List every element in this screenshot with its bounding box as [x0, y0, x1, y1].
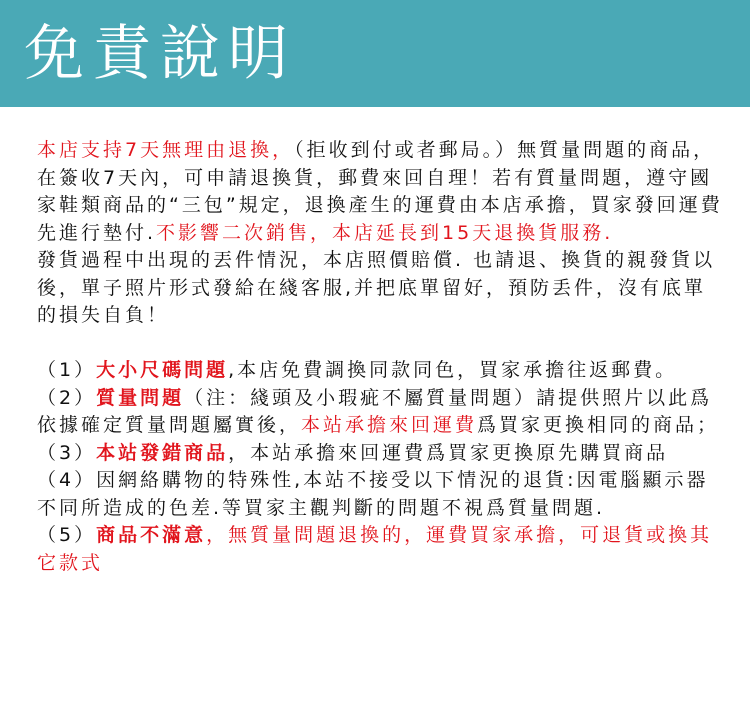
spacer	[37, 330, 727, 358]
item-title: 大小尺碼問題	[96, 359, 229, 381]
item-number: （5）	[37, 524, 97, 546]
item-highlight: ，無質量問題退換的，運費買家承擔，可退貨或換其它款式	[37, 524, 713, 574]
policy-item-3	[37, 440, 727, 468]
page-title: 免責說明	[24, 19, 296, 89]
item-title: 商品不滿意	[96, 524, 207, 546]
policy-item-1	[37, 357, 727, 385]
item-highlight: 本站承擔來回運費	[301, 414, 478, 436]
extended-return-highlight: 不影響二次銷售，本店延長到15天退換貨服務.	[156, 221, 614, 244]
policy-item-5	[37, 522, 727, 577]
intro-paragraph-1	[37, 137, 727, 247]
item-body: （注：綫頭及小瑕疵不屬質量問題）請提供照片以此爲依據確定質量問題屬實後，	[37, 386, 713, 436]
item-body: 因網絡購物的特殊性,本站不接受以下情況的退貨:因電腦顯示器不同所造成的色差.等買家主觀判斷的問題不視爲質量問題.	[37, 469, 709, 519]
item-body: ,本店免費調換同款同色，買家承擔往返郵費。	[228, 359, 678, 381]
item-number: （1）	[37, 359, 97, 381]
policy-item-4	[37, 467, 727, 522]
disclaimer-content	[37, 137, 727, 577]
item-title: 質量問題	[96, 386, 185, 409]
return-policy-text: （拒收到付或者郵局。）無質量問題的商品，在簽收7天內，可申請退換貨，郵費來回自理！若有質量問題，遵守國家鞋類商品的“三包”規定，退換產生的運費由本店承擔，買家發回運費先進行墊付.	[37, 139, 723, 244]
item-body: ，本站承擔來回運費爲買家更換原先購買商品	[228, 441, 669, 464]
item-number: （2）	[37, 386, 97, 409]
policy-item-2	[37, 385, 727, 440]
header-banner	[0, 0, 750, 107]
return-policy-highlight: 本店支持7天無理由退換，	[37, 139, 295, 161]
item-body-tail: 爲買家更換相同的商品；	[477, 414, 720, 436]
item-number: （3）	[37, 441, 97, 464]
item-title: 本站發錯商品	[96, 441, 229, 464]
intro-paragraph-2: 發貨過程中出現的丟件情況，本店照價賠償. 也請退、換貨的親發貨以後，單子照片形式發給在綫客服,并把底單留好，預防丢件，沒有底單的損失自負！	[37, 249, 716, 326]
item-number: （4）	[37, 469, 97, 491]
